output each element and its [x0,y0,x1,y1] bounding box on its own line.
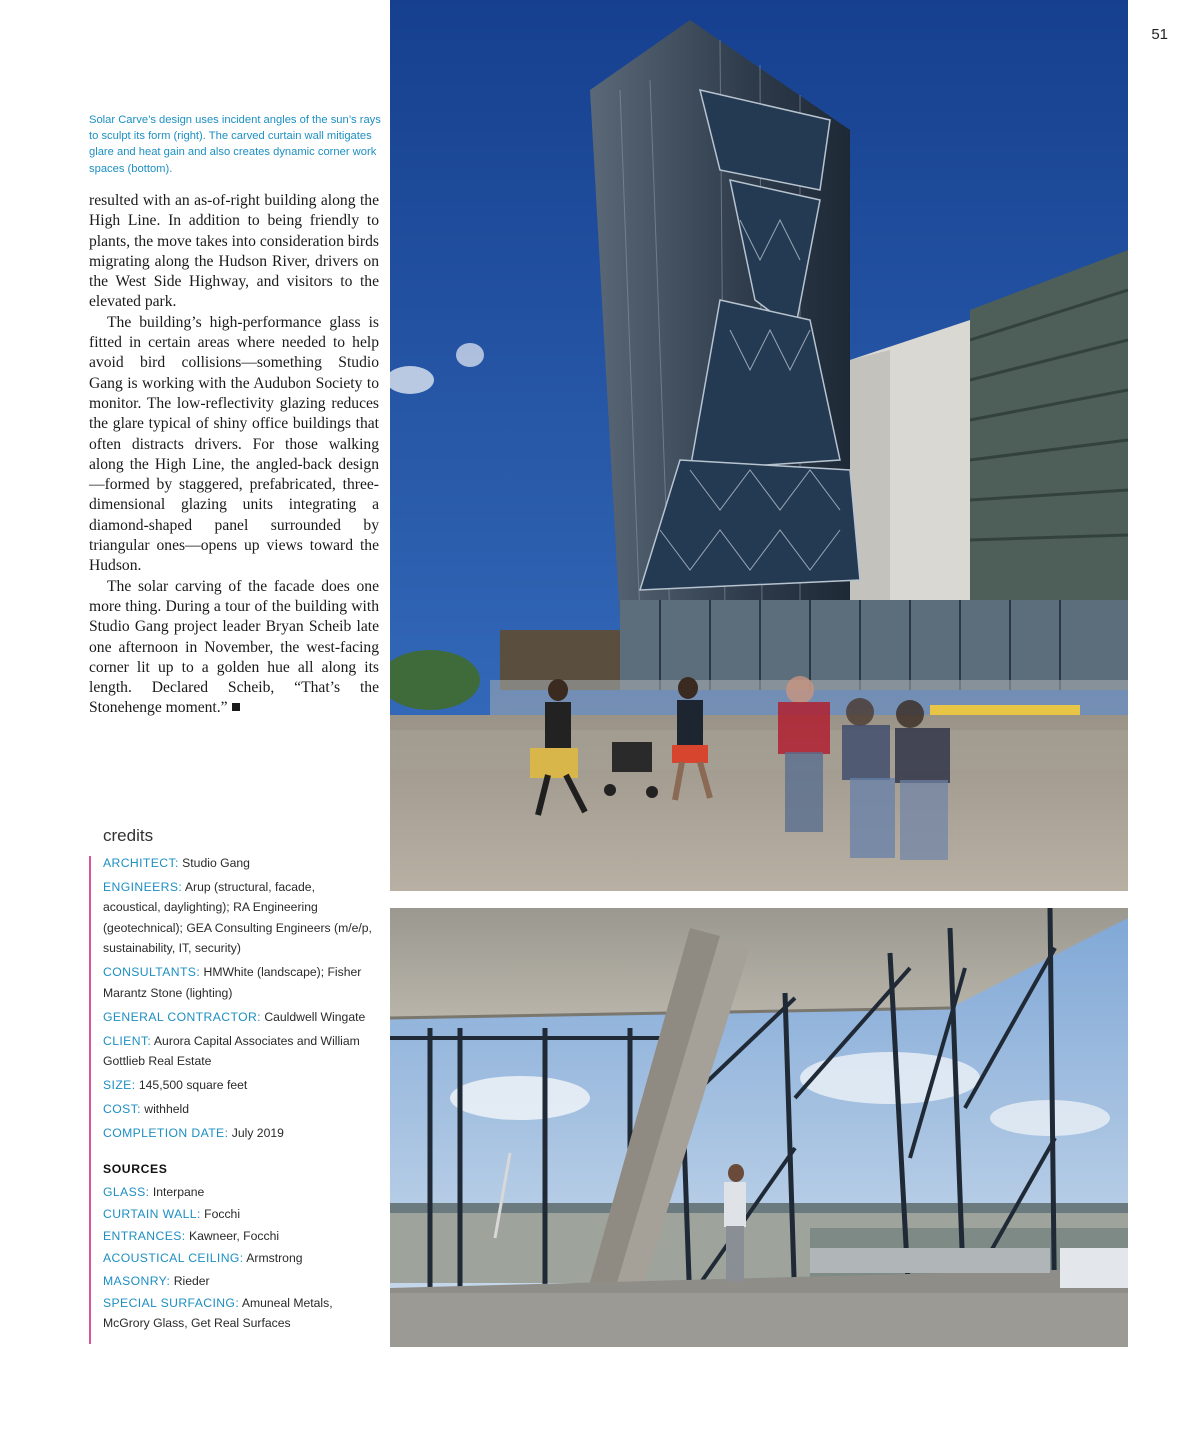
credit-label: GENERAL CONTRACTOR: [103,1009,261,1024]
source-entrances [103,1226,375,1246]
source-value: Armstrong [246,1251,303,1266]
credit-value: Arup (structural, facade, acoustical, daylighting); RA Engineering (geotechnical); GEA Consulting Engineers (m/e/p, sustainability, IT, security) [103,880,372,956]
credit-label: COMPLETION DATE: [103,1126,229,1141]
credit-value: Aurora Capital Associates and William Gottlieb Real Estate [103,1033,360,1069]
credit-client [103,1031,375,1072]
source-masonry [103,1271,375,1291]
credit-label: CONSULTANTS: [103,965,201,980]
credit-label: ARCHITECT: [103,856,179,870]
body-paragraph-1: resulted with an as-of-right building along the High Line. In addition to being friendly to plants, the move takes into consideration birds migrating along the Hudson River, drivers on the West Side Highway, and visitors to the elevated park. [89,192,379,311]
building-exterior-photo [390,0,1128,891]
credit-value: Cauldwell Wingate [264,1009,366,1024]
source-glass [103,1182,375,1202]
credit-label: SIZE: [103,1078,136,1093]
credit-label: COST: [103,1102,141,1117]
credit-value: 145,500 square feet [138,1078,248,1093]
credit-consultants [103,962,375,1003]
source-label: GLASS: [103,1184,150,1199]
credit-engineers [103,877,375,959]
source-label: ENTRANCES: [103,1229,186,1244]
body-paragraph-3 [89,577,379,719]
credit-value: Studio Gang [182,856,250,870]
source-curtain-wall [103,1204,375,1224]
body-paragraph-2: The building’s high-performance glass is fitted in certain areas where needed to help avoid bird collisions—something Studio Gang is working with the Audubon Society to monitor. The low-reflectivity glazing reduces the glare typical of shiny office buildings that often distracts drivers. For those walking along the High Line, the angled-back design—formed by staggered, prefabricated, three-dimensional glazing units integrating a diamond-shaped panel surrounded by triangular ones—opens up views toward the Hudson. [89,313,379,575]
photo-caption: Solar Carve’s design uses incident angles of the sun’s rays to sculpt its form (right). The carved curtain wall mitigates glare and heat gain and also creates dynamic corner work spaces (bottom). [89,114,381,175]
source-value: Amuneal Metals, McGrory Glass, Get Real Surfaces [103,1295,333,1331]
source-value: Rieder [173,1273,210,1288]
interior-corner-photo [390,908,1128,1347]
source-label: SPECIAL SURFACING: [103,1295,240,1310]
credit-completion-date [103,1123,375,1143]
credits-title: credits [103,826,154,845]
credit-cost [103,1099,375,1119]
article-body [89,191,379,719]
credit-architect [103,853,375,873]
source-label: CURTAIN WALL: [103,1207,201,1222]
credit-value: July 2019 [231,1126,284,1141]
credit-value: withheld [144,1102,189,1117]
credits-list [103,853,375,1335]
sources-heading: SOURCES [103,1162,168,1177]
credit-general-contractor [103,1007,375,1027]
body-paragraph-3-text: The solar carving of the facade does one more thing. During a tour of the building with Studio Gang project leader Bryan Scheib late one afternoon in November, the west-facing corner lit up to a golden hue all along its length. Declared Scheib, “That’s the Stonehenge moment.” [89,577,379,717]
source-label: ACOUSTICAL CEILING: [103,1251,244,1266]
source-value: Interpane [152,1184,205,1199]
source-label: MASONRY: [103,1273,171,1288]
source-value: Focchi [204,1207,241,1222]
credit-label: ENGINEERS: [103,880,183,894]
source-value: Kawneer, Focchi [188,1229,280,1244]
source-acoustical-ceiling [103,1248,375,1268]
credits-rule [89,856,91,1344]
end-mark-icon [232,703,240,711]
source-special-surfacing [103,1293,375,1334]
credit-value: HMWhite (landscape); Fisher Marantz Stone (lighting) [103,965,362,1000]
page-number: 51 [1151,26,1168,43]
credit-label: CLIENT: [103,1033,152,1048]
credit-size [103,1075,375,1095]
